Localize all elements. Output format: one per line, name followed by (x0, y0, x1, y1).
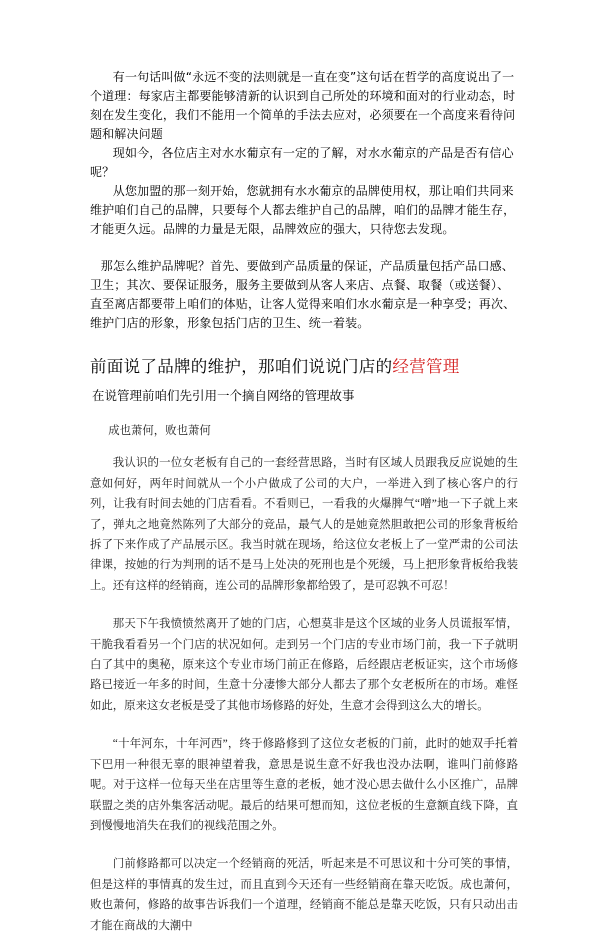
intro-paragraph-1: 有一句话叫做“永远不变的法则就是一直在变”这句话在哲学的高度说出了一个道理：每家店主都要能够清新的认识到自己所处的环境和面对的行业动态，时刻在发生变化，我们不能用一个简单的手法去应对，必须要在一个高度来看待问题和解决问题 (90, 70, 516, 141)
story-paragraph-2: 那天下午我愤愤然离开了她的门店，心想莫非是这个区域的业务人员谎报军情，干脆我看看另一个门店的状况如何。走到另一个门店的专业市场门前，我一下子就明白了其中的奥秘，原来这个专业市场门前正在修路，后经跟店老板证实，这个市场修路已接近一年多的时间，生意十分凄惨大部分人都去了那个女老板所在的市场。难怪如此，原来这女老板是受了其他市场修路的好处，生意才会得到这么大的增长。 (90, 618, 518, 712)
section-heading-main: 前面说了品牌的维护，那咱们说说门店的 (90, 357, 393, 376)
intro-paragraph-3: 从您加盟的那一刻开始，您就拥有水水葡京的品牌使用权，那让咱们共同来维护咱们自己的品牌，只要每个人都去维护自己的品牌，咱们的品牌才能生存，才能更久远。品牌的力量是无限，品牌效应的强大，只待您去发现。 (90, 184, 516, 236)
story-paragraph-1: 我认识的一位女老板有自己的一套经营思路，当时有区域人员跟我反应说她的生意如何好，两年时间就从一个小户做成了公司的大户，一举进入到了核心客户的行列，让我有时间去她的门店看看。不看则已，一看我的火爆脾气“噌”地一下子就上来了，弹丸之地竟然陈列了大部分的竞品，最气人的是她竟然胆敢把公司的形象背板给拆了下来作成了产品展示区。我当时就在现场，给这位女老板上了一堂严肃的公司法律课，按她的行为判刑的话不是马上处决的死刑也是个死缓，马上把形象背板给我装上。还有这样的经销商，连公司的品牌形象都给毁了，是可忍孰不可忍！ (90, 457, 518, 592)
story-paragraph-3: “十年河东，十年河西”，终于修路修到了这位女老板的门前，此时的她双手托着下巴用一种很无辜的眼神望着我，意思是说生意不好我也没办法啊，谁叫门前修路呢。对于这样一位每天坐在店里等生意的老板，她才没心思去做什么小区推广，品牌联盟之类的店外集客活动呢。最后的结果可想而知，这位老板的生意额直线下降，直到慢慢地消失在我们的视线范围之外。 (90, 738, 518, 832)
intro-paragraph-4: 那怎么维护品牌呢？首先、要做到产品质量的保证，产品质量包括产品口感、卫生；其次、要保证服务，服务主要做到从客人来店、点餐、取餐（或送餐）、直至离店都要带上咱们的体贴，让客人觉得来咱们水水葡京是一种享受；再次、维护门店的形象，形象包括门店的卫生、统一着装。 (90, 259, 516, 330)
story-title: 成也萧何，败也萧何 (108, 425, 211, 437)
section-heading (90, 355, 518, 379)
intro-paragraph-2: 现如今，各位店主对水水葡京有一定的了解，对水水葡京的产品是否有信心呢？ (90, 146, 514, 179)
story-section (90, 421, 518, 936)
section-subheading: 在说管理前咱们先引用一个摘自网络的管理故事 (92, 388, 355, 403)
intro-section (90, 68, 518, 333)
section-heading-accent: 经营管理 (392, 357, 460, 376)
story-paragraph-4: 门前修路都可以决定一个经销商的死活，听起来是不可思议和十分可笑的事情，但是这样的事情真的发生过，而且直到今天还有一些经销商在靠天吃饭。成也萧何，败也萧何，修路的故事告诉我们一个道理，经销商不能总是靠天吃饭，只有只动出击才能在商战的大潮中 (90, 858, 518, 932)
